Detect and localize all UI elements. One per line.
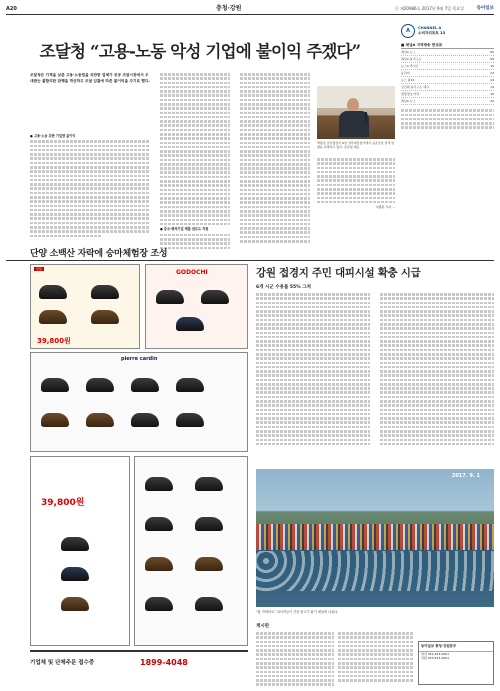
schedule-item: 김진의 돌직구쇼 예고 14 [401, 84, 494, 91]
program-name: 소비자리포트 13 [418, 31, 446, 35]
shoe-image [145, 517, 173, 531]
shoe-image [131, 378, 159, 392]
shoe-image [61, 537, 89, 551]
schedule-title: ■ 채널A 지역방송 편성표 [401, 43, 443, 47]
contact-line: 대전 042-253-0001 [421, 651, 450, 656]
newspaper-logo: 동아일보 [476, 5, 494, 11]
channel-a-logo-icon: A [401, 24, 415, 38]
shoe-image [61, 567, 89, 581]
schedule-item: 뉴스 톱10 10 [401, 77, 494, 84]
shoe-image [195, 557, 223, 571]
shoe-ad-4 [30, 456, 130, 646]
article-column-2 [160, 73, 230, 251]
page-number: A20 [6, 5, 17, 12]
shoe-image [41, 413, 69, 427]
festival-photo [256, 469, 494, 607]
header-rule [6, 14, 494, 15]
shoe-image [39, 285, 67, 299]
shoe-image [176, 378, 204, 392]
sidebar-notes [401, 109, 494, 129]
channel-header [401, 24, 494, 38]
article-column-1 [30, 132, 150, 239]
shoe-image [86, 378, 114, 392]
contact-box [418, 641, 494, 685]
classified-column-2 [338, 632, 414, 683]
issue-info: ⓔ 제20986호 2017년 9월 7일 목요일 [394, 6, 464, 12]
page-header [6, 5, 494, 13]
shoe-ad-2 [145, 264, 248, 349]
shoe-ad-5 [134, 456, 248, 646]
ad-tag: 신상 [36, 267, 42, 271]
article-subtitle: 6개 시군 수용률 55% 그쳐 [256, 285, 311, 290]
shoe-image [41, 378, 69, 392]
byline: 이종훈 기자 ... [375, 205, 395, 210]
article-column-3 [240, 73, 310, 244]
ad-price: 39,800원 [37, 337, 71, 345]
shoe-image [195, 597, 223, 611]
shoe-image [156, 290, 184, 304]
shoe-image [201, 290, 229, 304]
ad-title: 기업체 및 단체주문 접수중 [30, 660, 95, 666]
schedule-item: 생생정보 마당 18 [401, 91, 494, 98]
article-photo [317, 86, 395, 139]
article-headline: 강원 접경지 주민 대피시설 확충 시급 [256, 267, 421, 279]
shoe-image [39, 310, 67, 324]
shoe-image [91, 285, 119, 299]
shoe-image [86, 413, 114, 427]
section-title: 충청·강원 [216, 4, 242, 12]
article-lead: 조달청은 가격을 낮춘 고용·노동법을 위반한 업체가 공공 조달시장에서 우대받는 불합리한 관행을 개선하고 조달 입찰에 따른 불이익을 주기로 했다. [30, 73, 150, 83]
shoe-image [145, 477, 173, 491]
shoe-image [145, 557, 173, 571]
schedule-item: 채널A 뉴스 06 [401, 49, 494, 56]
shoe-ad-1 [30, 264, 140, 349]
article-column-6 [380, 293, 494, 447]
article-column-4 [317, 158, 395, 209]
shoe-image [176, 413, 204, 427]
photo-caption: 박춘섭 조달청장이 6일 정부대전청사에서 공공조달 정책 방향을 설명하고 있다. 조달청 제공 [317, 141, 395, 150]
main-headline: 조달청 “고용-노동 악성 기업에 불이익 주겠다” [39, 42, 361, 61]
schedule-item: 채널A 돌직구쇼 08 [401, 56, 494, 63]
schedule-item: 채널A 뉴스 20 [401, 98, 494, 105]
contact-line: 강원 033-253-2001 [421, 655, 450, 660]
article-subhead: ● 중소·벤처기업 제품 판로도 지원 [160, 227, 209, 232]
shoe-image [91, 310, 119, 324]
channel-name: CHANNEL A [418, 26, 442, 31]
article-headline: 단양 소백산 자락에 숭마체험장 조성 [30, 249, 168, 259]
shoe-ad-3 [30, 352, 248, 452]
schedule-list [401, 48, 494, 105]
classified-title: 게시판 [256, 624, 270, 629]
article-subhead: ● 고용·노동 위반 기업엔 불이익 [30, 134, 76, 138]
contact-title: 동아일보 충청·강원본부 [419, 642, 493, 652]
shoe-image [176, 317, 204, 331]
tv-schedule-sidebar [401, 24, 494, 131]
shoe-image [195, 477, 223, 491]
ad-phone: 1899-4048 [140, 658, 188, 667]
ad-brand: pierre cardin [121, 356, 158, 362]
classified-column-1 [256, 632, 334, 688]
section-rule [6, 260, 494, 261]
shoe-image [145, 597, 173, 611]
photo-date: 2017. 9. 1 [451, 473, 480, 479]
schedule-item: 뉴스A 라이브 16 [401, 63, 494, 70]
shoe-image [61, 597, 89, 611]
photo-caption: “잡 자바라요” 피서객들이 가을 물고기 잡기 체험에 나섰다. [256, 610, 339, 614]
article-column-5 [256, 293, 370, 447]
ad-price: 39,800원 [41, 498, 85, 508]
schedule-item: 동치미 23 [401, 70, 494, 77]
ad-brand: GODOCHI [176, 269, 208, 276]
shoe-image [195, 517, 223, 531]
shoe-image [131, 413, 159, 427]
bottom-ad-banner [30, 650, 248, 685]
